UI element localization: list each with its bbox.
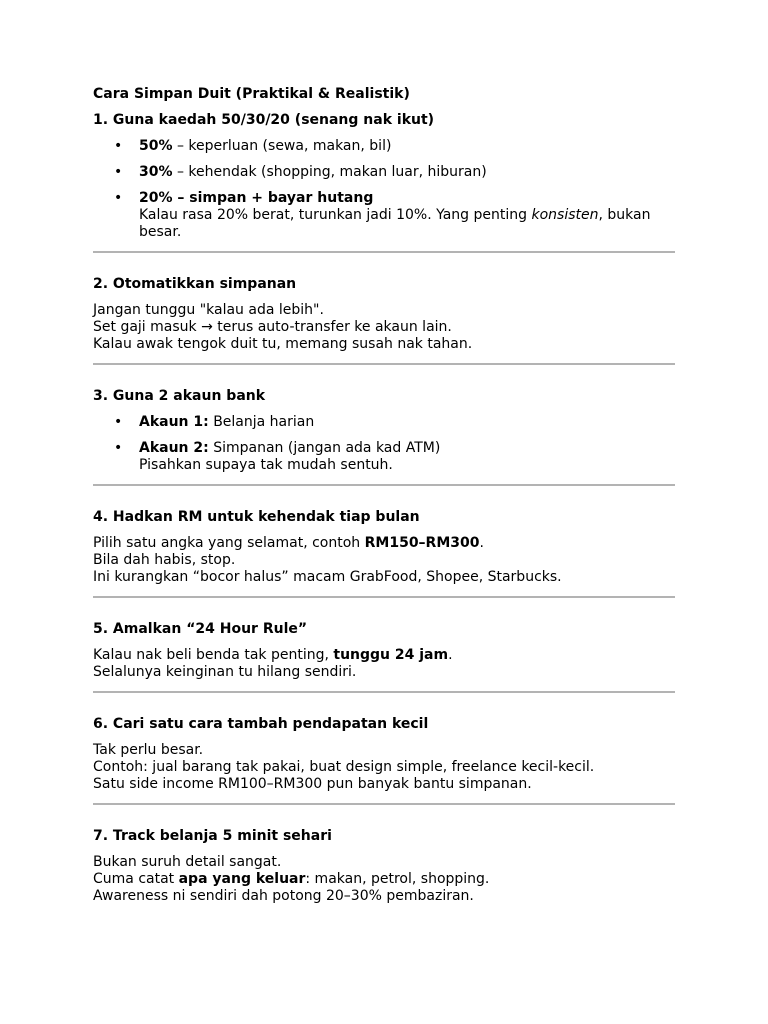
text-line: Bila dah habis, stop. — [93, 552, 236, 568]
section-4-heading: 4. Hadkan RM untuk kehendak tiap bulan — [93, 509, 420, 525]
divider — [93, 363, 675, 365]
text-line: Contoh: jual barang tak pakai, buat design simple, freelance kecil-kecil. — [93, 759, 595, 775]
section-6-text — [93, 742, 675, 793]
document-title: Cara Simpan Duit (Praktikal & Realistik) — [93, 86, 410, 102]
section-7-heading: 7. Track belanja 5 minit sehari — [93, 828, 332, 844]
text-bold: RM150–RM300 — [364, 535, 480, 551]
section-4-text — [93, 535, 675, 586]
list-item — [93, 190, 675, 241]
section-5-heading: 5. Amalkan “24 Hour Rule” — [93, 621, 308, 637]
item-text: Belanja harian — [208, 414, 315, 430]
text-line: Jangan tunggu "kalau ada lebih". — [93, 302, 324, 318]
section-6 — [93, 716, 675, 793]
item-note: , bukan besar. — [139, 207, 651, 240]
divider — [93, 251, 675, 253]
text-line: Pilih satu angka yang selamat, contoh — [93, 535, 365, 551]
section-7-text — [93, 854, 675, 905]
item-text: – keperluan (sewa, makan, bil) — [172, 138, 392, 154]
text-line: . — [448, 647, 453, 663]
section-1-heading: 1. Guna kaedah 50/30/20 (senang nak ikut) — [93, 112, 435, 128]
section-2 — [93, 276, 675, 353]
text-line: Satu side income RM100–RM300 pun banyak bantu simpanan. — [93, 776, 532, 792]
list-item — [93, 164, 675, 181]
item-note: Kalau rasa 20% berat, turunkan jadi 10%. Yang penting — [139, 207, 532, 223]
section-2-text — [93, 302, 675, 353]
item-bold: 50% — [139, 138, 173, 154]
text-line: Cuma catat — [93, 871, 179, 887]
text-line: Set gaji masuk → terus auto-transfer ke akaun lain. — [93, 319, 452, 335]
item-bold: Akaun 1: — [139, 414, 209, 430]
item-bold: 20% – simpan + bayar hutang — [139, 190, 374, 206]
section-3-heading: 3. Guna 2 akaun bank — [93, 388, 266, 404]
section-4 — [93, 509, 675, 586]
section-7 — [93, 828, 675, 905]
text-line: Bukan suruh detail sangat. — [93, 854, 282, 870]
list-item — [93, 440, 675, 474]
text-line: : makan, petrol, shopping. — [305, 871, 490, 887]
section-1-list — [93, 138, 675, 241]
item-note: Pisahkan supaya tak mudah sentuh. — [139, 457, 393, 473]
section-3 — [93, 388, 675, 474]
section-6-heading: 6. Cari satu cara tambah pendapatan kecil — [93, 716, 429, 732]
text-line: Tak perlu besar. — [93, 742, 204, 758]
text-line: Ini kurangkan “bocor halus” macam GrabFood, Shopee, Starbucks. — [93, 569, 562, 585]
document-body — [93, 86, 675, 905]
section-3-list — [93, 414, 675, 474]
section-2-heading: 2. Otomatikkan simpanan — [93, 276, 297, 292]
item-note-italic: konsisten — [531, 207, 599, 223]
section-5 — [93, 621, 675, 681]
divider — [93, 596, 675, 598]
text-line: Kalau awak tengok duit tu, memang susah nak tahan. — [93, 336, 473, 352]
list-item — [93, 414, 675, 431]
text-line: . — [479, 535, 484, 551]
text-line: Kalau nak beli benda tak penting, — [93, 647, 334, 663]
item-text: – kehendak (shopping, makan luar, hiburan) — [172, 164, 487, 180]
divider — [93, 803, 675, 805]
text-bold: tunggu 24 jam — [333, 647, 449, 663]
item-bold: 30% — [139, 164, 173, 180]
section-5-text — [93, 647, 675, 681]
section-1 — [93, 112, 675, 241]
text-bold: apa yang keluar — [178, 871, 306, 887]
item-text: Simpanan (jangan ada kad ATM) — [208, 440, 441, 456]
text-line: Awareness ni sendiri dah potong 20–30% pembaziran. — [93, 888, 474, 904]
text-line: Selalunya keinginan tu hilang sendiri. — [93, 664, 357, 680]
item-bold: Akaun 2: — [139, 440, 209, 456]
divider — [93, 691, 675, 693]
list-item — [93, 138, 675, 155]
divider — [93, 484, 675, 486]
